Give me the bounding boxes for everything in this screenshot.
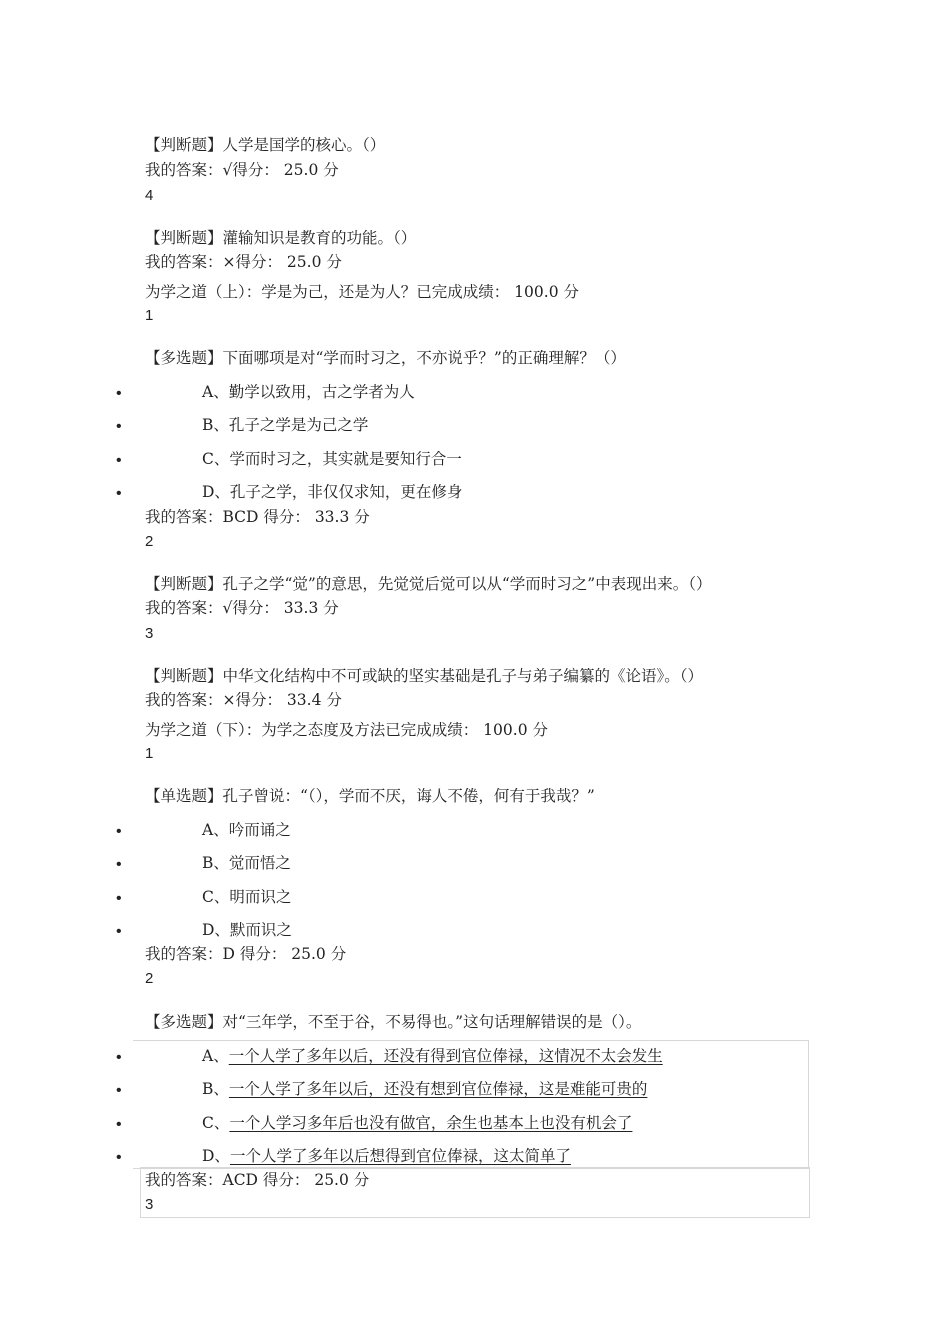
option-c [202, 1113, 632, 1133]
list-bullet: • [116, 1049, 122, 1066]
question-text: 【单选题】孔子曾说：“（），学而不厌，诲人不倦，何有于我哉？” [145, 787, 595, 805]
list-bullet: • [116, 923, 122, 940]
question-number: 3 [145, 625, 154, 642]
question-number: 3 [145, 1196, 154, 1213]
option-a: A、吟而诵之 [202, 821, 291, 839]
answer-line: 我的答案：√得分： 33.3 分 [145, 599, 339, 617]
question-number: 1 [145, 307, 154, 324]
option-letter: A、 [202, 1047, 229, 1065]
option-b [202, 1079, 647, 1099]
option-letter: B、 [202, 1080, 229, 1098]
question-text: 【判断题】灌输知识是教育的功能。（） [145, 229, 417, 247]
option-text: 一个人学了多年以后，还没有想到官位俸禄，这是难能可贵的 [228, 1080, 648, 1098]
option-c: C、学而时习之，其实就是要知行合一 [202, 450, 462, 468]
question-text: 【判断题】中华文化结构中不可或缺的坚实基础是孔子与弟子编纂的《论语》。（） [145, 667, 704, 685]
list-bullet: • [116, 1149, 122, 1166]
list-bullet: • [116, 452, 122, 469]
list-bullet: • [116, 823, 122, 840]
answer-line: 我的答案：D 得分： 25.0 分 [145, 945, 347, 963]
list-bullet: • [116, 485, 122, 502]
answer-line: 我的答案：ACD 得分： 25.0 分 [145, 1171, 370, 1189]
question-text: 【判断题】孔子之学“觉”的意思，先觉觉后觉可以从“学而时习之”中表现出来。（） [145, 575, 712, 593]
section-header: 为学之道（下）：为学之态度及方法已完成成绩： 100.0 分 [145, 721, 548, 739]
answer-line: 我的答案：√得分： 25.0 分 [145, 161, 339, 179]
option-d: D、默而识之 [202, 921, 292, 939]
question-number: 4 [145, 187, 154, 204]
question-text: 【多选题】下面哪项是对“学而时习之，不亦说乎？”的正确理解？（） [145, 349, 626, 367]
option-d [202, 1146, 571, 1166]
question-text: 【判断题】人学是国学的核心。（） [145, 136, 386, 154]
question-number: 2 [145, 533, 154, 550]
option-b: B、觉而悟之 [202, 854, 291, 872]
option-d: D、孔子之学，非仅仅求知，更在修身 [202, 483, 463, 501]
list-bullet: • [116, 890, 122, 907]
option-text: 一个人学习多年后也没有做官，余生也基本上也没有机会了 [229, 1114, 633, 1132]
option-a [202, 1046, 663, 1066]
option-text: 一个人学了多年以后想得到官位俸禄，这太简单了 [229, 1147, 571, 1165]
section-header: 为学之道（上）：学是为己，还是为人？已完成成绩： 100.0 分 [145, 283, 579, 301]
list-bullet: • [116, 1116, 122, 1133]
option-letter: C、 [202, 1114, 230, 1132]
question-number: 1 [145, 745, 154, 762]
option-text: 一个人学了多年以后，还没有得到官位俸禄，这情况不太会发生 [228, 1047, 663, 1065]
option-letter: D、 [202, 1147, 230, 1165]
list-bullet: • [116, 418, 122, 435]
question-text: 【多选题】对“三年学，不至于谷，不易得也。”这句话理解错误的是（）。 [145, 1013, 642, 1031]
answer-line: 我的答案：×得分： 25.0 分 [145, 253, 342, 271]
list-bullet: • [116, 856, 122, 873]
answer-line: 我的答案：BCD 得分： 33.3 分 [145, 508, 370, 526]
option-c: C、明而识之 [202, 888, 292, 906]
list-bullet: • [116, 385, 122, 402]
question-number: 2 [145, 970, 154, 987]
answer-line: 我的答案：×得分： 33.4 分 [145, 691, 342, 709]
option-b: B、孔子之学是为己之学 [202, 416, 369, 434]
option-a: A、勤学以致用，古之学者为人 [202, 383, 415, 401]
list-bullet: • [116, 1082, 122, 1099]
